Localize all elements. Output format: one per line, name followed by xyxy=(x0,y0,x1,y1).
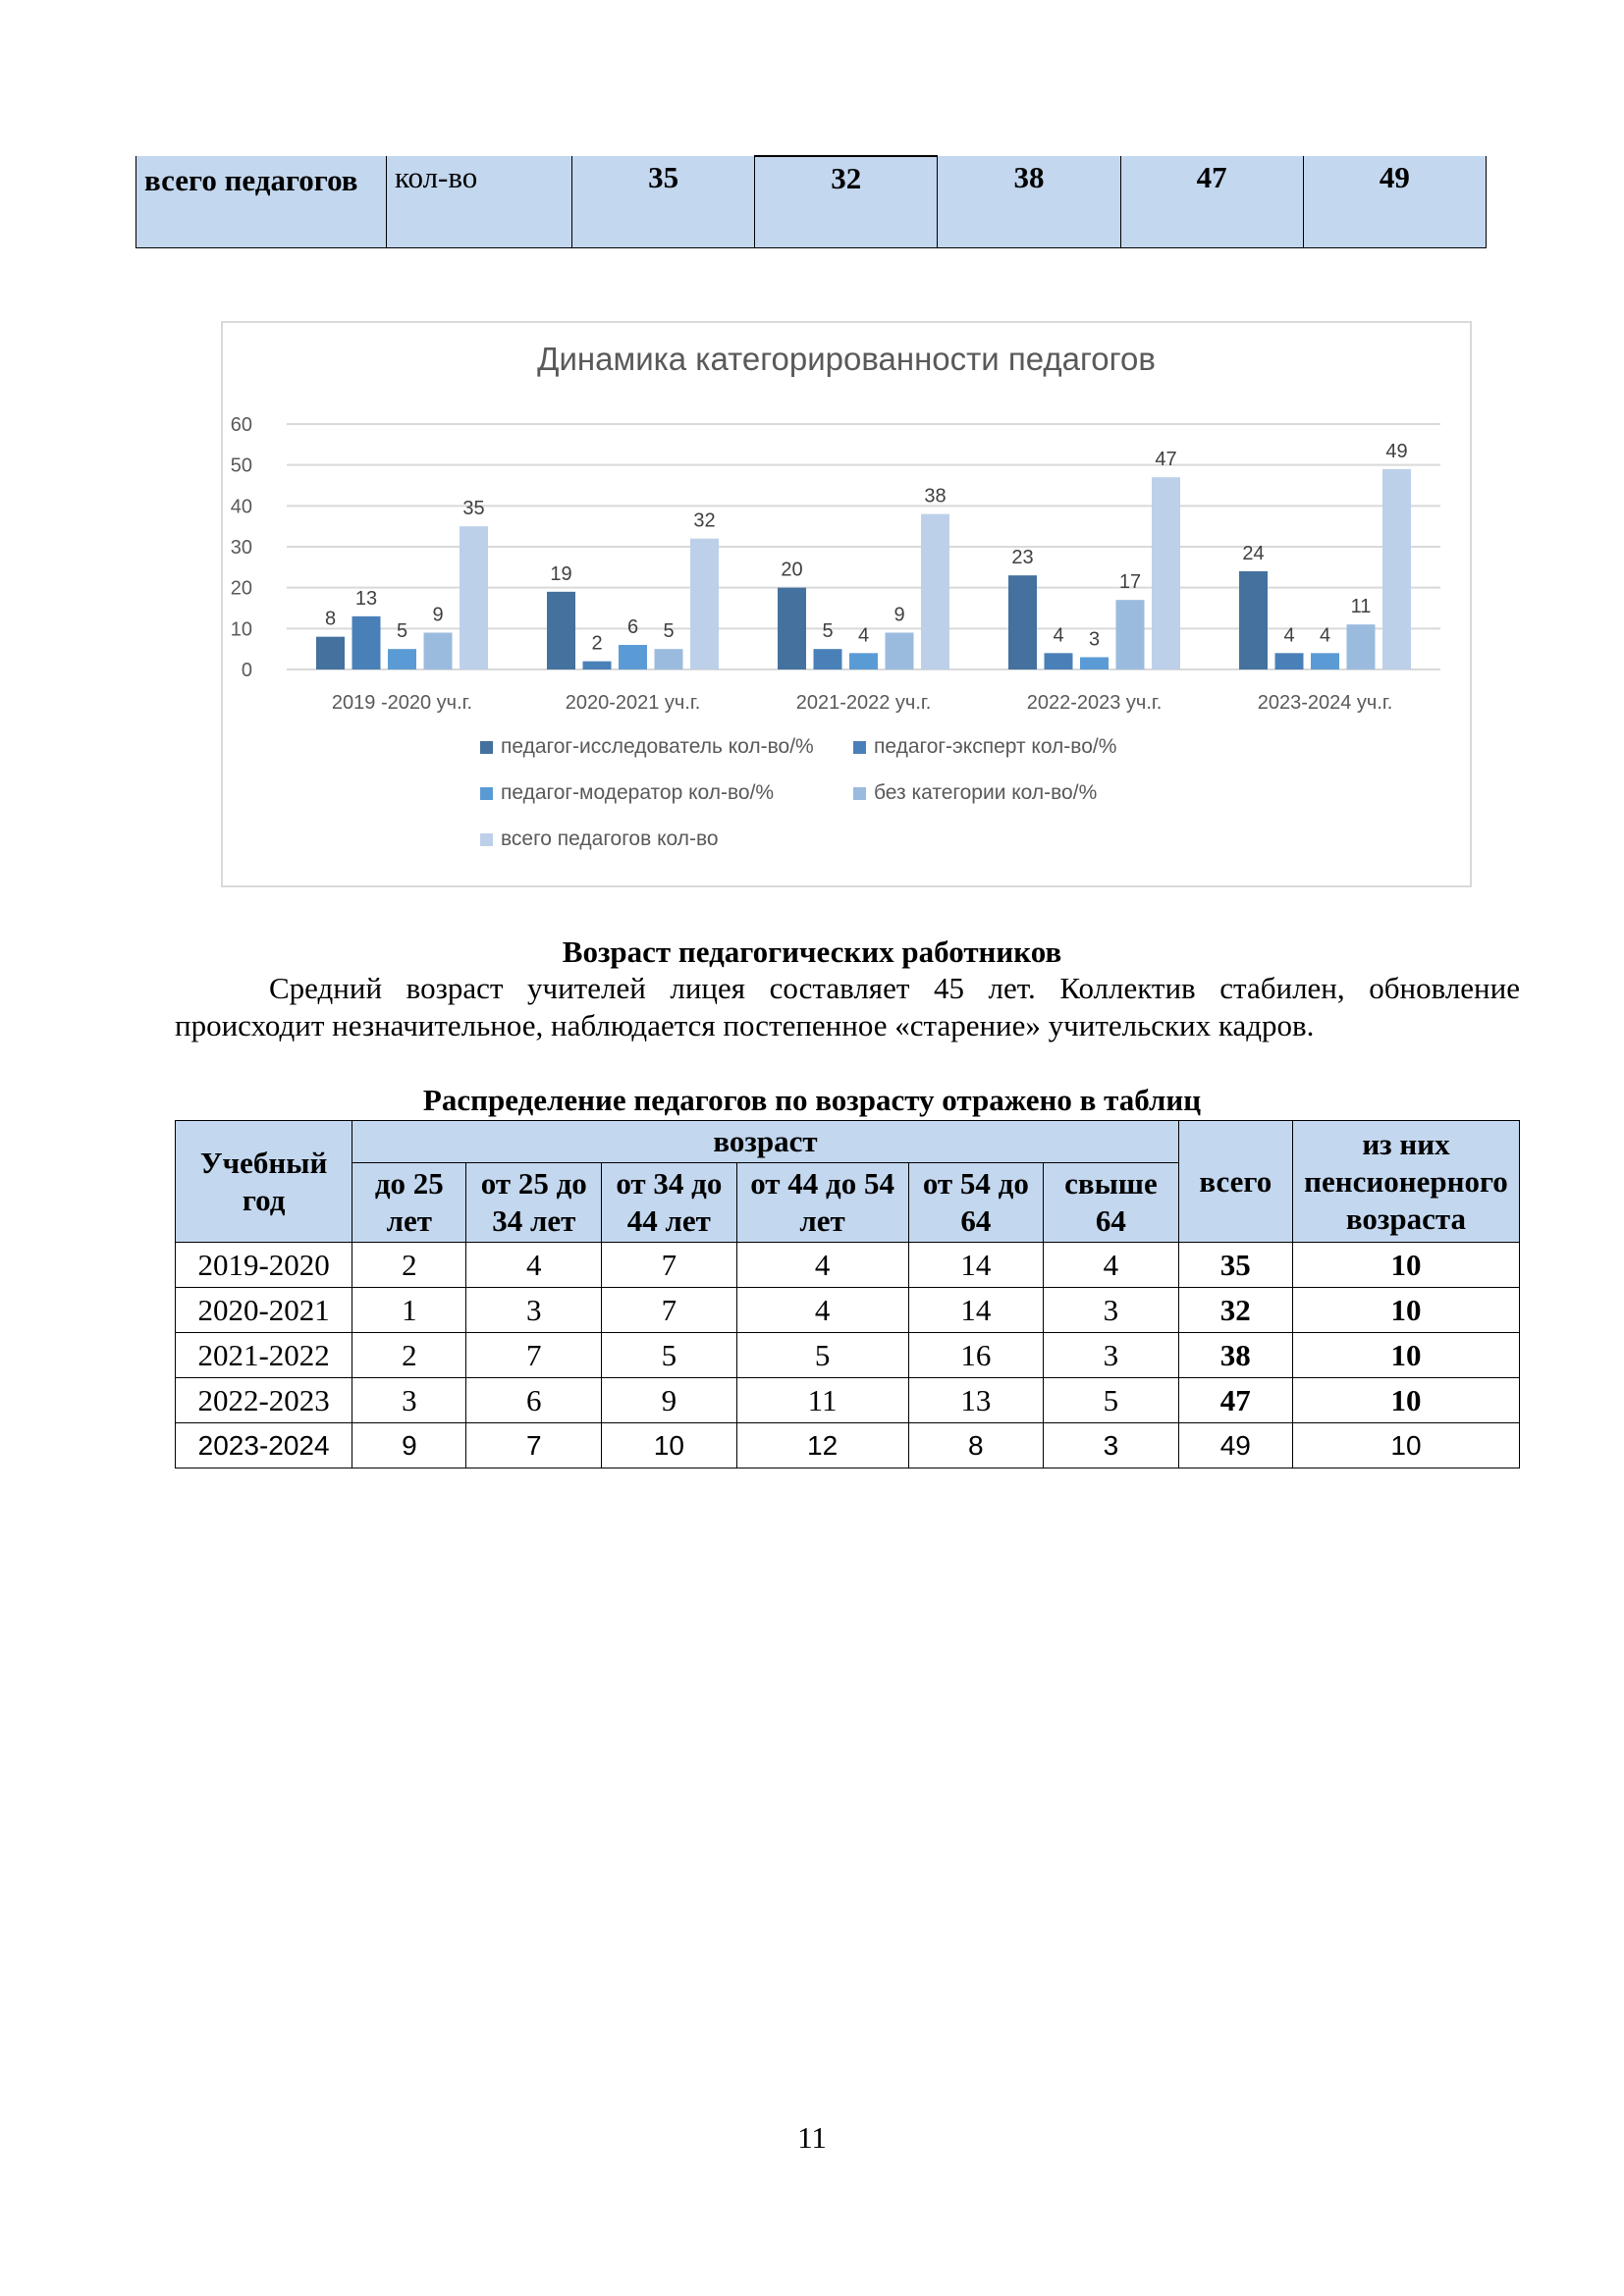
legend-item xyxy=(480,735,814,759)
cell-age-count: 7 xyxy=(602,1288,737,1333)
section-paragraph: Средний возраст учителей лицея составляет 45 лет. Коллектив стабилен, обновление происходит незначительное, наблюдается постепенное «старение» учительских кадров. xyxy=(175,971,1520,1042)
legend-swatch xyxy=(480,787,493,800)
header-age-col: от 25 до 34 лет xyxy=(466,1163,602,1243)
total-value: 38 xyxy=(938,156,1120,248)
legend-item xyxy=(853,781,1097,805)
cell-age-count: 12 xyxy=(736,1423,908,1468)
y-tick-label: 50 xyxy=(230,454,252,477)
x-tick-label: 2023-2024 уч.г. xyxy=(1257,692,1393,714)
data-label: 6 xyxy=(626,616,639,638)
data-label: 35 xyxy=(462,498,485,520)
cell-age-count: 2 xyxy=(352,1243,466,1288)
cell-year: 2021-2022 xyxy=(176,1333,352,1378)
legend-item xyxy=(480,781,774,805)
legend-swatch xyxy=(853,741,866,754)
cell-age-count: 6 xyxy=(466,1378,602,1423)
cell-age-count: 9 xyxy=(602,1378,737,1423)
cell-age-count: 1 xyxy=(352,1288,466,1333)
data-label: 49 xyxy=(1385,440,1408,462)
legend-label: педагог-исследователь кол-во/% xyxy=(501,735,814,758)
y-tick-label: 20 xyxy=(230,577,252,600)
category-dynamics-chart xyxy=(221,321,1472,887)
chart-bar xyxy=(1116,600,1145,669)
cell-pension: 10 xyxy=(1292,1333,1519,1378)
header-age-col: свыше 64 xyxy=(1044,1163,1179,1243)
cell-year: 2020-2021 xyxy=(176,1288,352,1333)
chart-bar xyxy=(1382,469,1411,669)
y-tick-label: 40 xyxy=(230,496,252,518)
legend-item xyxy=(480,828,719,851)
cell-year: 2022-2023 xyxy=(176,1378,352,1423)
y-tick-label: 30 xyxy=(230,537,252,559)
age-distribution-table xyxy=(175,1120,1520,1468)
table-row xyxy=(176,1288,1520,1333)
data-label: 32 xyxy=(693,509,716,532)
cell-total: 32 xyxy=(1178,1288,1292,1333)
chart-bar xyxy=(547,592,575,669)
chart-bar xyxy=(1008,575,1037,669)
cell-age-count: 3 xyxy=(1044,1333,1179,1378)
cell-age-count: 14 xyxy=(908,1288,1044,1333)
cell-age-count: 13 xyxy=(908,1378,1044,1423)
data-label: 5 xyxy=(822,620,834,643)
legend-label: педагог-модератор кол-во/% xyxy=(501,781,775,804)
data-label: 20 xyxy=(781,559,803,581)
chart-bar xyxy=(619,645,647,669)
cell-age-count: 7 xyxy=(466,1333,602,1378)
chart-title: Динамика категорированности педагогов xyxy=(537,341,1156,377)
data-label: 4 xyxy=(1283,624,1295,647)
row-label: всего педагогов xyxy=(136,156,387,248)
data-label: 47 xyxy=(1155,449,1177,471)
cell-age-count: 4 xyxy=(1044,1243,1179,1288)
legend-swatch xyxy=(480,741,493,754)
data-label: 3 xyxy=(1088,628,1101,651)
data-label: 2 xyxy=(591,632,603,655)
chart-bar xyxy=(778,588,806,669)
chart-bar xyxy=(352,616,381,669)
x-tick-label: 2019 -2020 уч.г. xyxy=(331,692,473,714)
chart-bar xyxy=(583,662,612,669)
data-label: 8 xyxy=(324,608,337,630)
chart-bar xyxy=(316,637,345,669)
cell-pension: 10 xyxy=(1292,1288,1519,1333)
x-tick-label: 2020-2021 уч.г. xyxy=(565,692,701,714)
cell-total: 38 xyxy=(1178,1333,1292,1378)
data-label: 9 xyxy=(432,604,444,626)
cell-age-count: 3 xyxy=(466,1288,602,1333)
header-age-col: от 44 до 54 лет xyxy=(736,1163,908,1243)
chart-bar xyxy=(690,539,719,669)
data-label: 4 xyxy=(1319,624,1331,647)
cell-age-count: 7 xyxy=(602,1243,737,1288)
data-label: 23 xyxy=(1011,547,1034,569)
cell-pension: 10 xyxy=(1292,1243,1519,1288)
cell-total: 47 xyxy=(1178,1378,1292,1423)
data-label: 4 xyxy=(1053,624,1064,647)
total-value: 35 xyxy=(572,156,755,248)
data-label: 38 xyxy=(924,485,947,507)
chart-bar xyxy=(1239,571,1268,669)
chart-canvas xyxy=(223,323,1470,885)
table-row xyxy=(176,1333,1520,1378)
cell-total: 35 xyxy=(1178,1243,1292,1288)
page-number: 11 xyxy=(797,2120,827,2155)
total-teachers-table xyxy=(135,155,1487,248)
y-tick-label: 0 xyxy=(241,660,252,681)
chart-bar xyxy=(388,649,416,669)
chart-bar xyxy=(1080,658,1109,670)
chart-bar xyxy=(886,633,914,670)
cell-age-count: 3 xyxy=(352,1378,466,1423)
y-tick-label: 10 xyxy=(230,618,252,641)
cell-year: 2023-2024 xyxy=(176,1423,352,1468)
cell-age-count: 4 xyxy=(466,1243,602,1288)
cell-pension: 10 xyxy=(1292,1378,1519,1423)
chart-bar xyxy=(921,514,949,669)
data-label: 4 xyxy=(857,624,870,647)
x-tick-label: 2022-2023 уч.г. xyxy=(1026,692,1163,714)
table-row xyxy=(176,1243,1520,1288)
total-value: 47 xyxy=(1120,156,1303,248)
header-pension: из них пенсионерного возраста xyxy=(1292,1121,1519,1243)
cell-age-count: 5 xyxy=(736,1333,908,1378)
chart-bar xyxy=(814,649,842,669)
cell-age-count: 11 xyxy=(736,1378,908,1423)
cell-age-count: 14 xyxy=(908,1243,1044,1288)
data-label: 11 xyxy=(1350,596,1372,618)
chart-bar xyxy=(849,653,878,669)
total-value: 32 xyxy=(755,156,938,248)
section-heading: Возраст педагогических работников xyxy=(562,934,1062,969)
cell-age-count: 3 xyxy=(1044,1288,1179,1333)
legend-swatch xyxy=(480,833,493,846)
header-total: всего xyxy=(1178,1121,1292,1243)
cell-pension: 10 xyxy=(1292,1423,1519,1468)
cell-age-count: 2 xyxy=(352,1333,466,1378)
chart-bar xyxy=(460,526,488,669)
data-label: 5 xyxy=(663,620,675,643)
chart-bar xyxy=(424,633,453,670)
cell-age-count: 5 xyxy=(1044,1378,1179,1423)
legend-label: всего педагогов кол-во xyxy=(501,828,719,850)
header-age-group: возраст xyxy=(352,1121,1178,1163)
chart-bar xyxy=(1275,653,1304,669)
y-tick-label: 60 xyxy=(230,414,252,436)
data-label: 13 xyxy=(354,587,378,610)
header-age-col: до 25 лет xyxy=(352,1163,466,1243)
chart-bar xyxy=(655,649,683,669)
cell-total: 49 xyxy=(1178,1423,1292,1468)
cell-age-count: 16 xyxy=(908,1333,1044,1378)
cell-age-count: 5 xyxy=(602,1333,737,1378)
table-row xyxy=(176,1423,1520,1468)
legend-item xyxy=(853,735,1116,759)
cell-age-count: 10 xyxy=(602,1423,737,1468)
table-row xyxy=(176,1378,1520,1423)
header-age-col: от 54 до 64 xyxy=(908,1163,1044,1243)
total-teachers-row xyxy=(136,156,1487,248)
cell-age-count: 8 xyxy=(908,1423,1044,1468)
legend-swatch xyxy=(853,787,866,800)
data-label: 17 xyxy=(1118,571,1142,594)
chart-bar xyxy=(1311,653,1339,669)
chart-bar xyxy=(1152,477,1180,669)
legend-label: педагог-эксперт кол-во/% xyxy=(874,735,1117,758)
header-age-col: от 34 до 44 лет xyxy=(602,1163,737,1243)
data-label: 19 xyxy=(550,562,572,585)
total-value: 49 xyxy=(1303,156,1486,248)
chart-bar xyxy=(1045,653,1073,669)
chart-bar xyxy=(1347,624,1376,669)
header-year: Учебный год xyxy=(176,1121,352,1243)
row-unit: кол-во xyxy=(387,156,572,248)
cell-age-count: 4 xyxy=(736,1243,908,1288)
cell-age-count: 3 xyxy=(1044,1423,1179,1468)
data-label: 9 xyxy=(893,604,905,626)
data-label: 24 xyxy=(1242,543,1265,564)
legend-label: без категории кол-во/% xyxy=(874,781,1098,804)
data-label: 5 xyxy=(396,620,408,643)
cell-year: 2019-2020 xyxy=(176,1243,352,1288)
cell-age-count: 4 xyxy=(736,1288,908,1333)
cell-age-count: 9 xyxy=(352,1423,466,1468)
table-caption: Распределение педагогов по возрасту отражено в таблиц xyxy=(422,1083,1202,1117)
cell-age-count: 7 xyxy=(466,1423,602,1468)
x-tick-label: 2021-2022 уч.г. xyxy=(795,692,932,714)
